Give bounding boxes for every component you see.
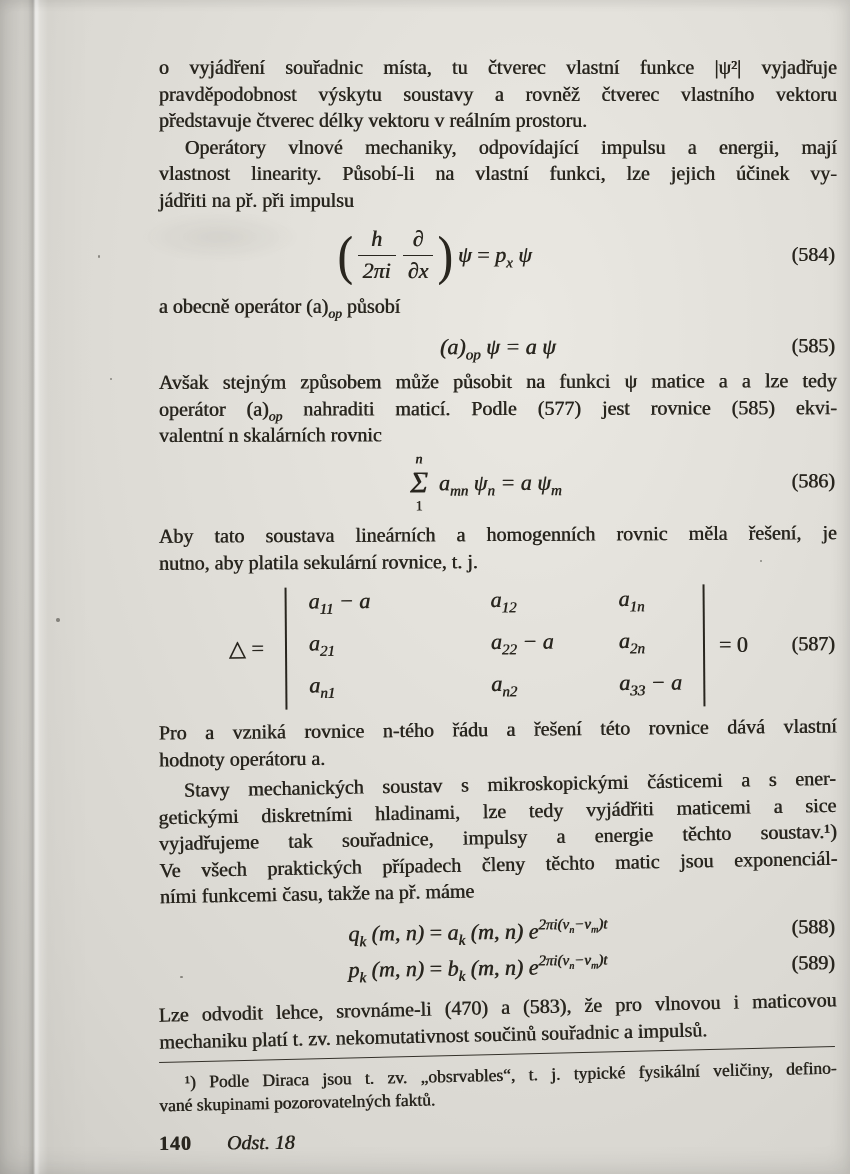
- paragraph-noncommutativity: [158, 987, 837, 1055]
- determinant-lhs: △ =: [228, 635, 264, 661]
- matrix-cell: $a_{33} - a$: [619, 669, 683, 700]
- equation-body: $q_k$ (m, $n) = a_k$ (m, n) $e^{2\pi i(\nu_n-\nu_m)t}$: [348, 916, 608, 950]
- matrix-cell: $a_{21}$: [308, 630, 336, 660]
- paragraph-matrix: [159, 368, 837, 449]
- matrix-cell: $a_{12}$: [490, 586, 517, 617]
- matrix-cell: $a_{n1}$: [309, 672, 336, 702]
- equation-number: (584): [791, 243, 835, 266]
- equation-number: (587): [791, 633, 836, 656]
- text-line: valentní n skalárních rovnic: [159, 423, 382, 447]
- text-line: Aby tato soustava lineárních a homogenních rovnic měla řešení, je: [158, 522, 837, 548]
- paragraph-op-intro: [159, 294, 837, 321]
- text-line: Pro a vzniká rovnice n-tého řádu a řešení této rovnice dává vlastní: [158, 715, 837, 745]
- page-number: 140: [158, 1132, 193, 1155]
- text-line: pravděpodobnost výskytu soustavy a rovněž čtverec vlastního vektoru: [159, 83, 837, 106]
- fraction-partial-x: $\frac{\partial}{\partial x}$: [403, 226, 434, 284]
- footnote-line: vané skupinami pozorovatelných faktů.: [159, 1088, 436, 1115]
- determinant-bar-left: [285, 588, 288, 710]
- equation-587-determinant: [159, 580, 838, 713]
- text-line: nutno, aby platila sekulární rovnice, t. j.: [159, 550, 478, 575]
- text-line: getickými diskretními hladinami, lze tedy vyjádřiti maticemi a sice: [158, 794, 837, 829]
- text-line: ními funkcemi času, takže na př. máme: [159, 880, 475, 909]
- equation-number: (589): [791, 951, 836, 975]
- matrix-cell: $a_{2n}$: [618, 627, 646, 658]
- text-line: mechaniku platí t. zv. nekomutativnost součinů souřadnic a impulsů.: [159, 1018, 708, 1053]
- text-line: o vyjádření souřadnic místa, tu čtverec vlastní funkce |ψ²| vyjadřuje: [159, 57, 837, 79]
- text-line: jádřiti na př. při impulsu: [159, 189, 354, 212]
- text-line: Stavy mechanických soustav s mikroskopickými částicemi a s ener-: [183, 767, 837, 802]
- equation-number: (588): [791, 915, 836, 939]
- matrix-cell: $a_{11} - a$: [308, 588, 371, 618]
- equation-body: $(a)_{op}$ ψ = a ψ: [440, 333, 556, 363]
- footnote-line: ¹) Podle Diraca jsou t. zv. „obsrvables“, t. j. typické fysikální veličiny, defino-: [184, 1057, 837, 1092]
- equation-number: (586): [791, 470, 836, 493]
- equation-body: $p_k$ (m, $n) = b_k$ (m, n) $e^{2\pi i(\nu_n-\nu_m)t}$: [348, 952, 608, 986]
- paragraph-operators: [159, 135, 837, 215]
- text-line: operátor $(a)_{op}$ nahraditi maticí. Podle (577) jest rovnice (585) ekvi-: [158, 396, 838, 423]
- determinant-bar-right: [703, 584, 706, 706]
- paragraph-continuation: [159, 48, 837, 135]
- page-footer: [159, 1125, 837, 1157]
- text-column: [159, 48, 837, 1154]
- footnote: [159, 1056, 838, 1117]
- equation-584: [159, 216, 837, 294]
- matrix-cell: $a_{22} - a$: [490, 628, 554, 659]
- text-line: Avšak stejným způsobem může působit na funkci ψ matice a a lze tedy: [158, 369, 837, 394]
- paragraph-secular: [159, 520, 837, 577]
- matrix-cell: $a_{1n}$: [618, 585, 645, 616]
- right-parenthesis: ): [438, 224, 454, 286]
- summation-symbol: n Σ 1: [410, 451, 429, 514]
- fraction-h-2pii: $\frac{h}{2\pi i}$: [358, 226, 396, 284]
- equation-586: [159, 449, 837, 518]
- text-line: hodnoty operátoru a.: [159, 747, 326, 772]
- text-line: Ve všech praktických případech členy těchto matic jsou exponenciál-: [159, 847, 838, 882]
- equation-number: (585): [791, 334, 836, 357]
- dust-speck: [110, 378, 112, 380]
- equation-body: $a_{mn}$ $\psi_n = a$ $\psi_m$: [438, 469, 562, 500]
- equation-585: [159, 324, 837, 369]
- left-parenthesis: (: [337, 224, 353, 286]
- text-line: vlastnost linearity. Působí-li na vlastní funkci, lze jejich účinek vy-: [159, 163, 837, 185]
- text-line: Operátory vlnové mechaniky, odpovídající impulsu a energii, mají: [185, 136, 837, 159]
- matrix-cell: $a_{n2}$: [491, 670, 518, 701]
- dust-speck: [56, 618, 60, 622]
- paragraph-eigenvalues: [159, 713, 838, 773]
- section-label: Odst. 18: [226, 1131, 295, 1154]
- text-line: Lze odvodit lehce, srovnáme-li (470) a (583), že pro vlnovou i maticovou: [158, 988, 837, 1027]
- text-line: představuje čtverec délky vektoru v reálním prostoru.: [159, 110, 588, 132]
- determinant-rhs: = 0: [718, 631, 749, 658]
- equation-body: $\psi = p_x$ ψ: [458, 241, 532, 272]
- page-fold-crease: [28, 0, 40, 1174]
- text-line: vyjadřujeme tak souřadnice, impulsy a energie těchto soustav.¹): [158, 820, 838, 856]
- paragraph-states: [158, 766, 838, 911]
- text-line: a obecně operátor $(a)_{op}$ působí: [159, 296, 401, 321]
